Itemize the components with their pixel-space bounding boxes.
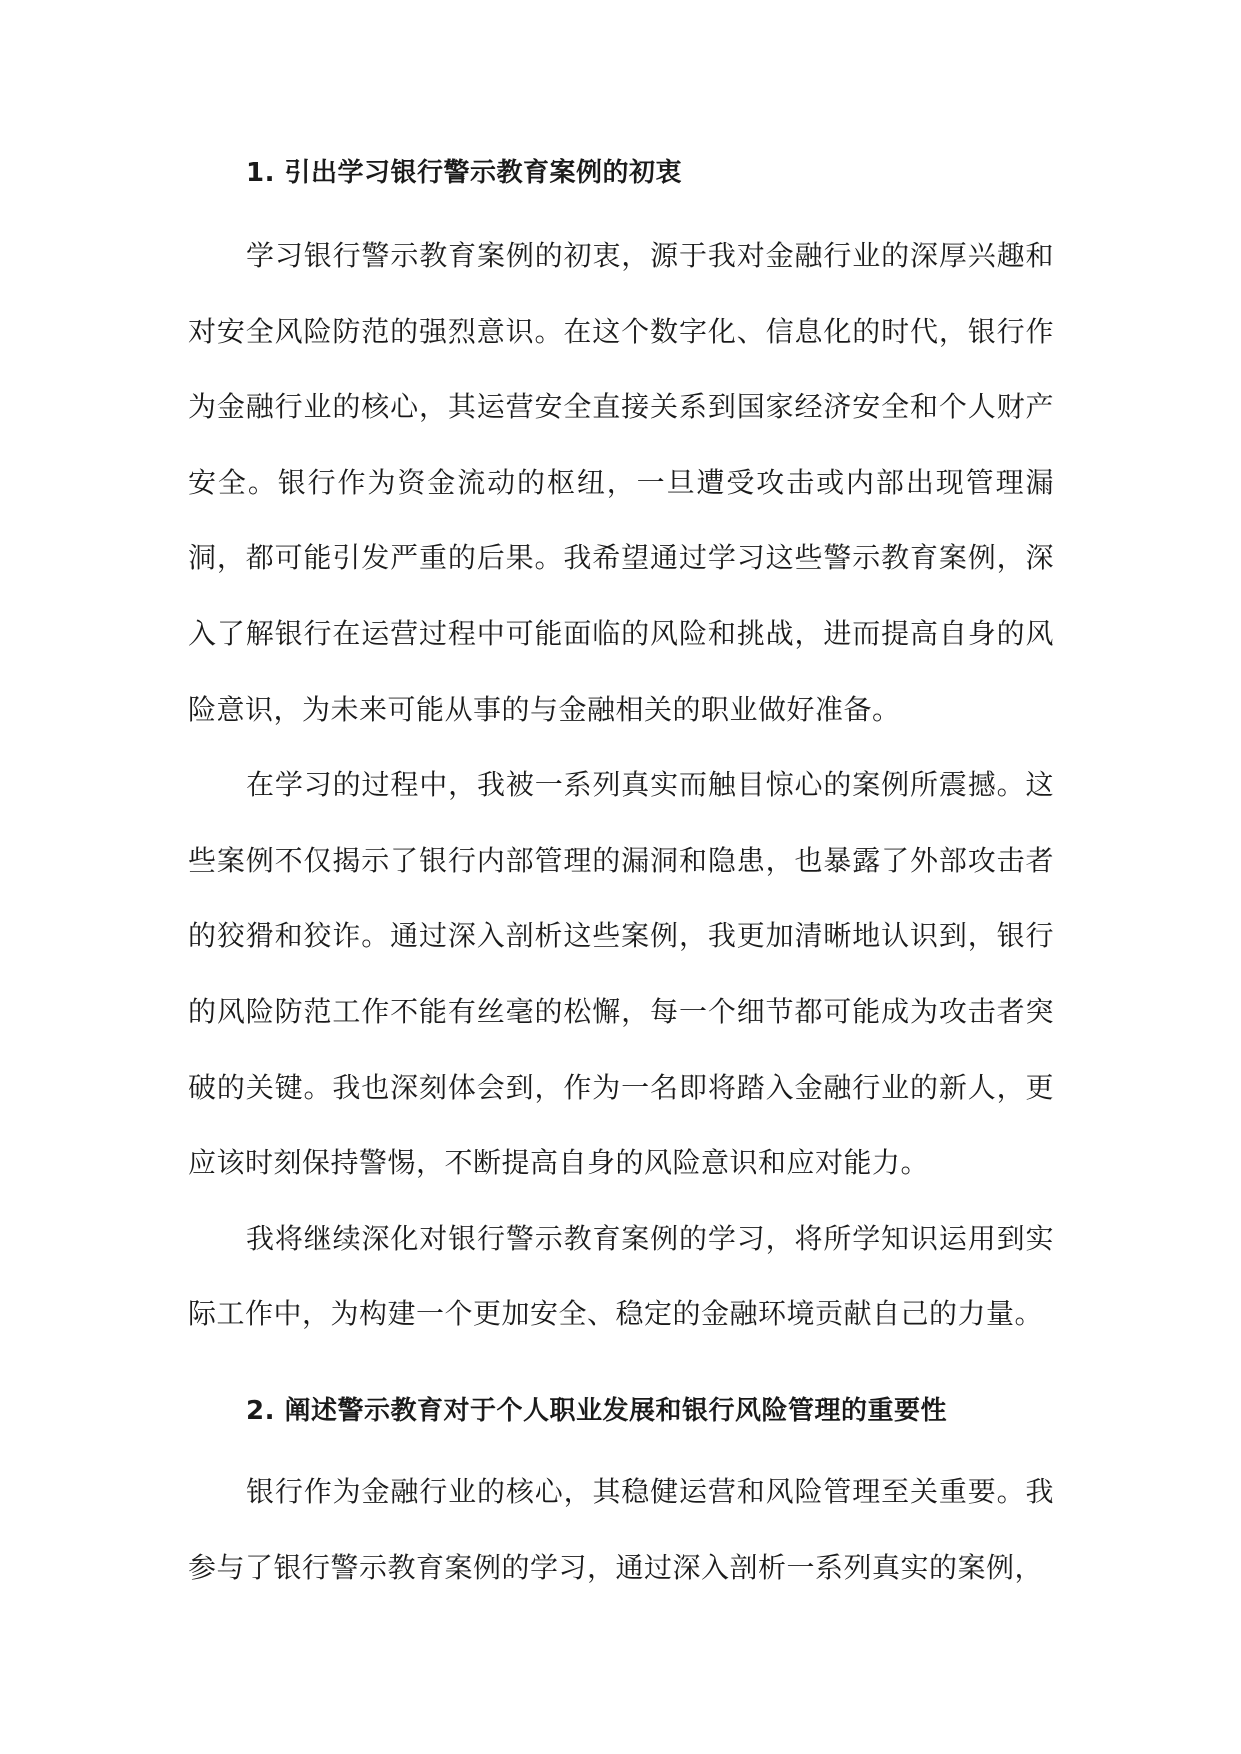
section-1-paragraph-3: 我将继续深化对银行警示教育案例的学习，将所学知识运用到实际工作中，为构建一个更加安全、稳定的金融环境贡献自己的力量。 bbox=[188, 1221, 1054, 1331]
section-2-paragraph-1: 银行作为金融行业的核心，其稳健运营和风险管理至关重要。我参与了银行警示教育案例的学习，通过深入剖析一系列真实的案例， bbox=[188, 1474, 1054, 1584]
document-body bbox=[188, 142, 1054, 1605]
section-1-paragraph-2: 在学习的过程中，我被一系列真实而触目惊心的案例所震撼。这些案例不仅揭示了银行内部管理的漏洞和隐患，也暴露了外部攻击者的狡猾和狡诈。通过深入剖析这些案例，我更加清晰地认识到，银行的风险防范工作不能有丝毫的松懈，每一个细节都可能成为攻击者突破的关键。我也深刻体会到，作为一名即将踏入金融行业的新人，更应该时刻保持警惕，不断提高自身的风险意识和应对能力。 bbox=[188, 768, 1054, 1180]
section-1-paragraph-1: 学习银行警示教育案例的初衷，源于我对金融行业的深厚兴趣和对安全风险防范的强烈意识。在这个数字化、信息化的时代，银行作为金融行业的核心，其运营安全直接关系到国家经济安全和个人财产安全。银行作为资金流动的枢纽，一旦遭受攻击或内部出现管理漏洞，都可能引发严重的后果。我希望通过学习这些警示教育案例，深入了解银行在运营过程中可能面临的风险和挑战，进而提高自身的风险意识，为未来可能从事的与金融相关的职业做好准备。 bbox=[188, 239, 1054, 726]
section-1-heading: 1. 引出学习银行警示教育案例的初衷 bbox=[246, 158, 683, 188]
section-2-heading: 2. 阐述警示教育对于个人职业发展和银行风险管理的重要性 bbox=[246, 1395, 948, 1426]
